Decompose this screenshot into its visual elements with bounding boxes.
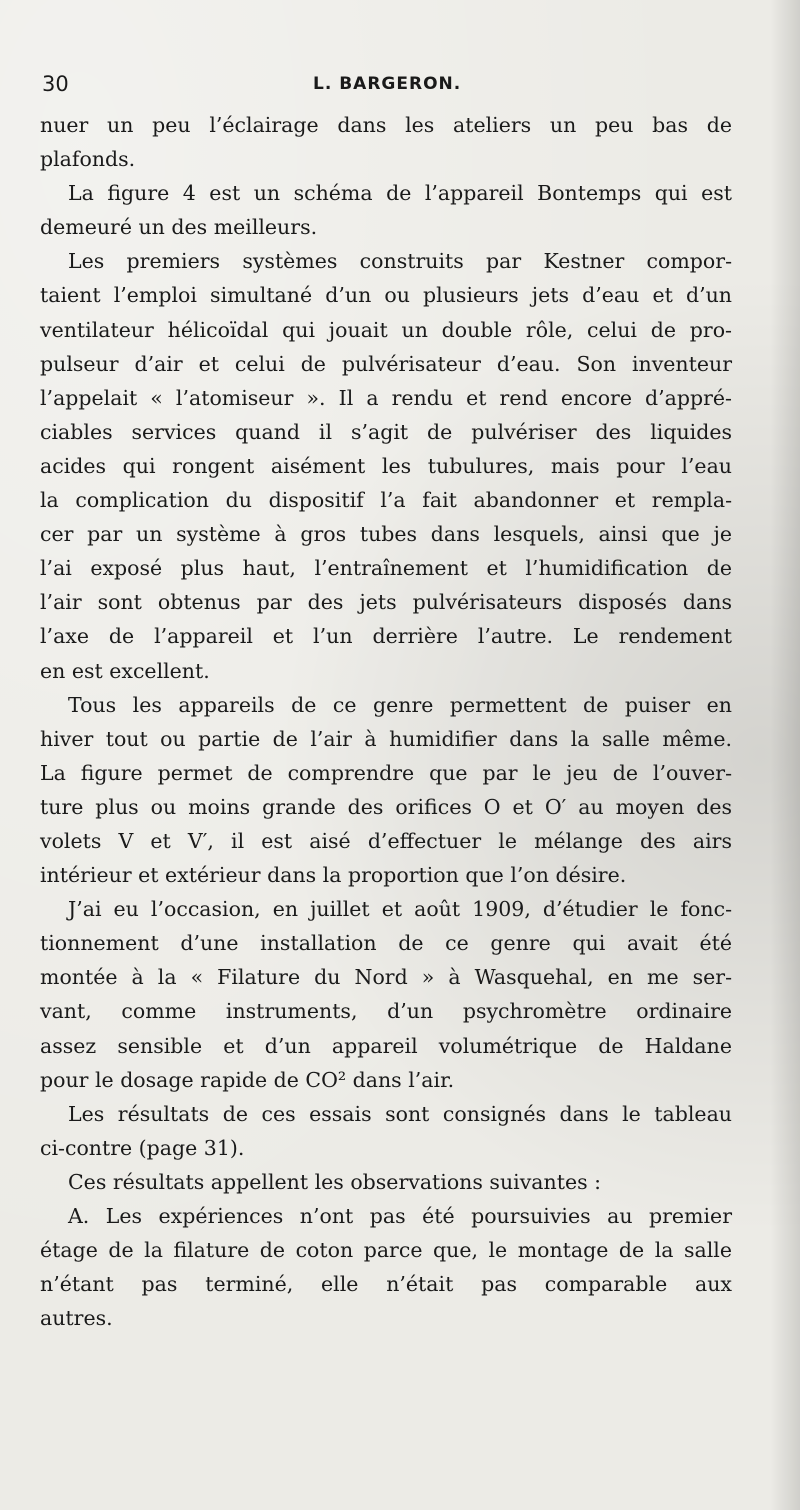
- text-line: pulseur d’air et celui de pulvérisateur d’eau. Son inventeur: [40, 351, 732, 376]
- text-line: La figure permet de comprendre que par le jeu de l’ouver-: [40, 760, 732, 785]
- text-line: n’étant pas terminé, elle n’était pas comparable aux: [40, 1272, 732, 1297]
- text-line: J’ai eu l’occasion, en juillet et août 1909, d’étudier le fonc-: [68, 897, 732, 922]
- text-line: ventilateur hélicoïdal qui jouait un double rôle, celui de pro-: [40, 317, 732, 342]
- text-line: intérieur et extérieur dans la proportion que l’on désire.: [40, 863, 627, 888]
- text-line: en est excellent.: [40, 658, 210, 683]
- text-line: hiver tout ou partie de l’air à humidifier dans la salle même.: [40, 726, 732, 751]
- text-line: A. Les expériences n’ont pas été poursuivies au premier: [68, 1204, 732, 1228]
- text-line: volets V et V′, il est aisé d’effectuer le mélange des airs: [40, 828, 732, 853]
- text-line: nuer un peu l’éclairage dans les ateliers un peu bas de: [40, 113, 732, 137]
- text-line: la complication du dispositif l’a fait abandonner et rempla-: [40, 488, 732, 513]
- text-line: l’ai exposé plus haut, l’entraînement et l’humidification de: [40, 556, 732, 581]
- text-line: ciables services quand il s’agit de pulvériser des liquides: [40, 419, 732, 444]
- text-line: Les résultats de ces essais sont consignés dans le tableau: [68, 1101, 732, 1126]
- text-line: assez sensible et d’un appareil volumétrique de Haldane: [40, 1033, 732, 1058]
- text-line: ci-contre (page 31).: [40, 1135, 245, 1160]
- text-line: demeuré un des meilleurs.: [40, 215, 318, 240]
- text-line: pour le dosage rapide de CO² dans l’air.: [40, 1067, 455, 1092]
- text-line: La figure 4 est un schéma de l’appareil Bontemps qui est: [68, 181, 732, 206]
- running-head: L. BARGERON.: [313, 74, 462, 94]
- text-line: l’axe de l’appareil et l’un derrière l’autre. Le rendement: [40, 624, 732, 649]
- text-line: l’air sont obtenus par des jets pulvérisateurs disposés dans: [40, 590, 732, 615]
- text-line: Tous les appareils de ce genre permettent de puiser en: [68, 692, 732, 717]
- text-line: acides qui rongent aisément les tubulures, mais pour l’eau: [40, 453, 732, 478]
- text-line: étage de la filature de coton parce que, le montage de la salle: [40, 1238, 732, 1263]
- text-line: Ces résultats appellent les observations suivantes :: [68, 1169, 602, 1194]
- text-line: ture plus ou moins grande des orifices O et O′ au moyen des: [40, 794, 732, 819]
- text-line: tionnement d’une installation de ce genre qui avait été: [40, 931, 732, 956]
- text-line: autres.: [40, 1306, 113, 1331]
- text-line: plafonds.: [40, 147, 136, 172]
- text-line: taient l’emploi simultané d’un ou plusieurs jets d’eau et d’un: [40, 283, 732, 308]
- page-edge-shadow: [770, 0, 800, 1510]
- text-line: cer par un système à gros tubes dans lesquels, ainsi que je: [40, 522, 732, 547]
- page-header: [42, 72, 742, 102]
- text-line: montée à la « Filature du Nord » à Wasquehal, en me ser-: [40, 965, 732, 990]
- body-text: [40, 108, 732, 1335]
- text-line: vant, comme instruments, d’un psychromètre ordinaire: [40, 999, 732, 1024]
- text-line: l’appelait « l’atomiseur ». Il a rendu et rend encore d’appré-: [40, 385, 732, 410]
- page-number: 30: [42, 72, 69, 96]
- text-line: Les premiers systèmes construits par Kestner compor-: [68, 249, 732, 274]
